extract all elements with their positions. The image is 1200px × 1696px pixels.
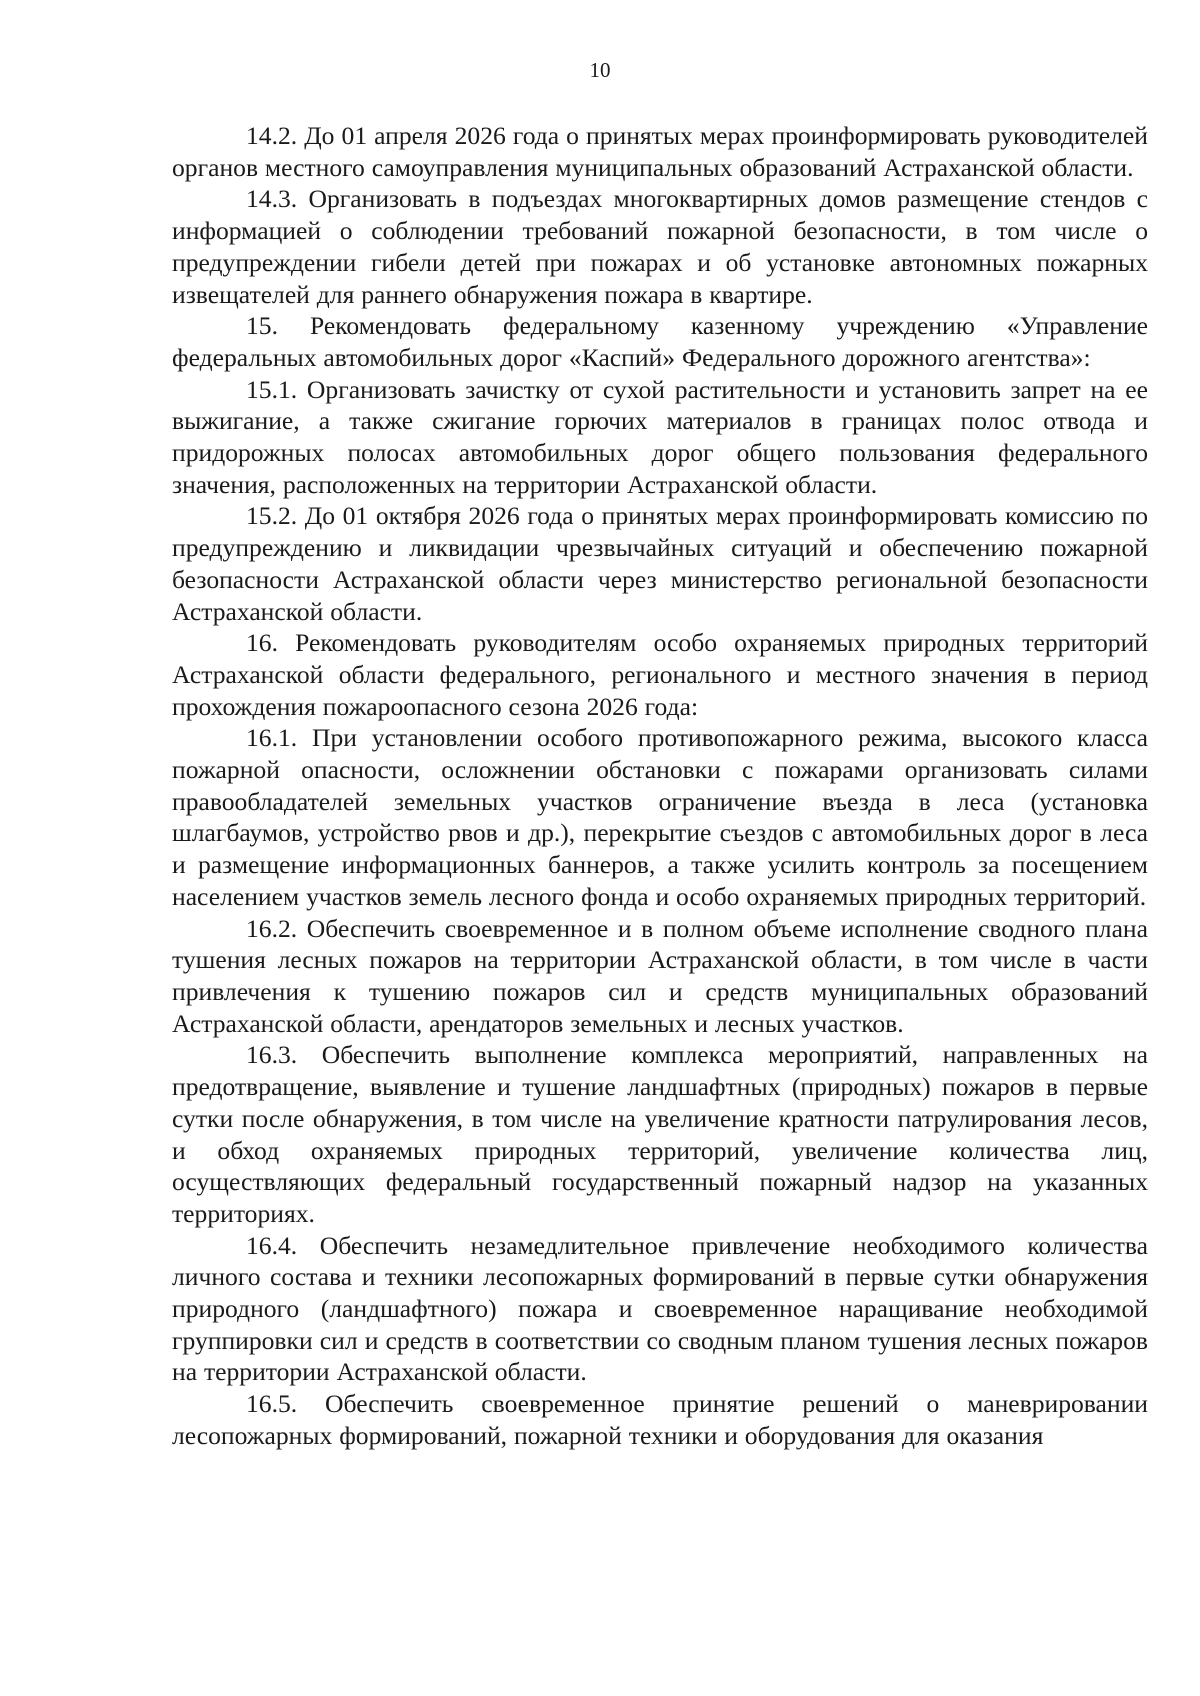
paragraph-16: 16. Рекомендовать руководителям особо охраняемых природных территорий Астраханской области федерального, регионального и местного значения в период прохождения пожароопасного сезона 2026 года: <box>172 628 1148 721</box>
paragraph-16-3: 16.3. Обеспечить выполнение комплекса мероприятий, направленных на предотвращение, выявление и тушение ландшафтных (природных) пожаров в первые сутки после обнаружения, в том числе на увеличение кратности патрулирования лесов, и обход охраняемых природных территорий, увеличение количества лиц, осуществляющих федеральный государственный пожарный надзор на указанных территориях. <box>172 1040 1148 1228</box>
page-number: 10 <box>589 58 611 82</box>
paragraph-16-4: 16.4. Обеспечить незамедлительное привлечение необходимого количества личного состава и техники лесопожарных формирований в первые сутки обнаружения природного (ландшафтного) пожара и своевременное наращивание необходимой группировки сил и средств в соответствии со сводным планом тушения лесных пожаров на территории Астраханской области. <box>172 1230 1148 1387</box>
document-body <box>172 120 1148 1452</box>
paragraph-16-1: 16.1. При установлении особого противопожарного режима, высокого класса пожарной опасности, осложнении обстановки с пожарами организовать силами правообладателей земельных участков ограничение въезда в леса (установка шлагбаумов, устройство рвов и др.), перекрытие съездов с автомобильных дорог в леса и размещение информационных баннеров, а также усилить контроль за посещением населением участков земель лесного фонда и особо охраняемых природных территорий. <box>172 723 1148 911</box>
paragraph-14-3: 14.3. Организовать в подъездах многоквартирных домов размещение стендов с информацией о соблюдении требований пожарной безопасности, в том числе о предупреждении гибели детей при пожарах и об установке автономных пожарных извещателей для раннего обнаружения пожара в квартире. <box>172 184 1148 309</box>
paragraph-15-1: 15.1. Организовать зачистку от сухой растительности и установить запрет на ее выжигание, а также сжигание горючих материалов в границах полос отвода и придорожных полосах автомобильных дорог общего пользования федерального значения, расположенных на территории Астраханской области. <box>172 374 1148 499</box>
paragraph-16-5: 16.5. Обеспечить своевременное принятие решений о маневрировании лесопожарных формирований, пожарной техники и оборудования для оказания <box>172 1389 1148 1450</box>
paragraph-14-2: 14.2. До 01 апреля 2026 года о принятых мерах проинформировать руководителей органов местного самоуправления муниципальных образований Астраханской области. <box>172 121 1148 182</box>
paragraph-15: 15. Рекомендовать федеральному казенному учреждению «Управление федеральных автомобильных дорог «Каспий» Федерального дорожного агентства»: <box>172 311 1148 372</box>
paragraph-16-2: 16.2. Обеспечить своевременное и в полном объеме исполнение сводного плана тушения лесных пожаров на территории Астраханской области, в том числе в части привлечения к тушению пожаров сил и средств муниципальных образований Астраханской области, арендаторов земельных и лесных участков. <box>172 913 1148 1038</box>
paragraph-15-2: 15.2. До 01 октября 2026 года о принятых мерах проинформировать комиссию по предупреждению и ликвидации чрезвычайных ситуаций и обеспечению пожарной безопасности Астраханской области через министерство региональной безопасности Астраханской области. <box>172 501 1148 626</box>
